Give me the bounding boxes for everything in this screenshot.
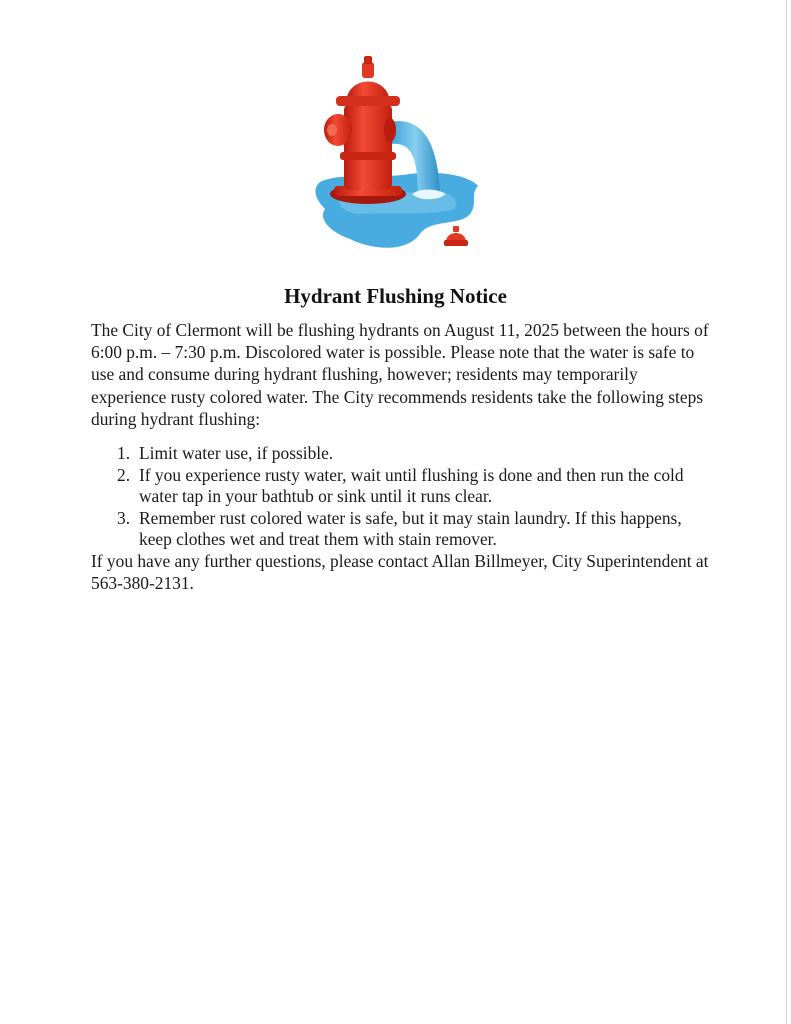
- list-text: Remember rust colored water is safe, but it may stain laundry. If this happens, keep clothes wet and treat them with stain remover.: [139, 507, 682, 549]
- steps-list: [91, 443, 711, 551]
- fire-hydrant-icon: [310, 44, 482, 264]
- closing-paragraph: If you have any further questions, please contact Allan Billmeyer, City Superintendent at 563-380-2131.: [91, 551, 709, 594]
- page-title: Hydrant Flushing Notice: [284, 284, 507, 308]
- list-number: 3.: [117, 507, 131, 528]
- list-item: [91, 443, 711, 465]
- list-text: If you experience rusty water, wait until flushing is done and then run the cold water tap in your bathtub or sink until it runs clear.: [139, 464, 684, 506]
- list-text: Limit water use, if possible.: [139, 443, 334, 463]
- list-number: 2.: [117, 464, 131, 485]
- page-edge-line: [786, 0, 787, 1024]
- list-item: [91, 508, 711, 551]
- intro-paragraph: The City of Clermont will be flushing hydrants on August 11, 2025 between the hours of 6:00 p.m. – 7:30 p.m. Discolored water is possible. Please note that the water is safe to use and consume during hydrant flushing, however; residents may temporarily experience rusty colored water. The City recommends residents take the following steps during hydrant flushing:: [91, 320, 709, 429]
- list-number: 1.: [117, 443, 131, 463]
- list-item: [91, 465, 711, 508]
